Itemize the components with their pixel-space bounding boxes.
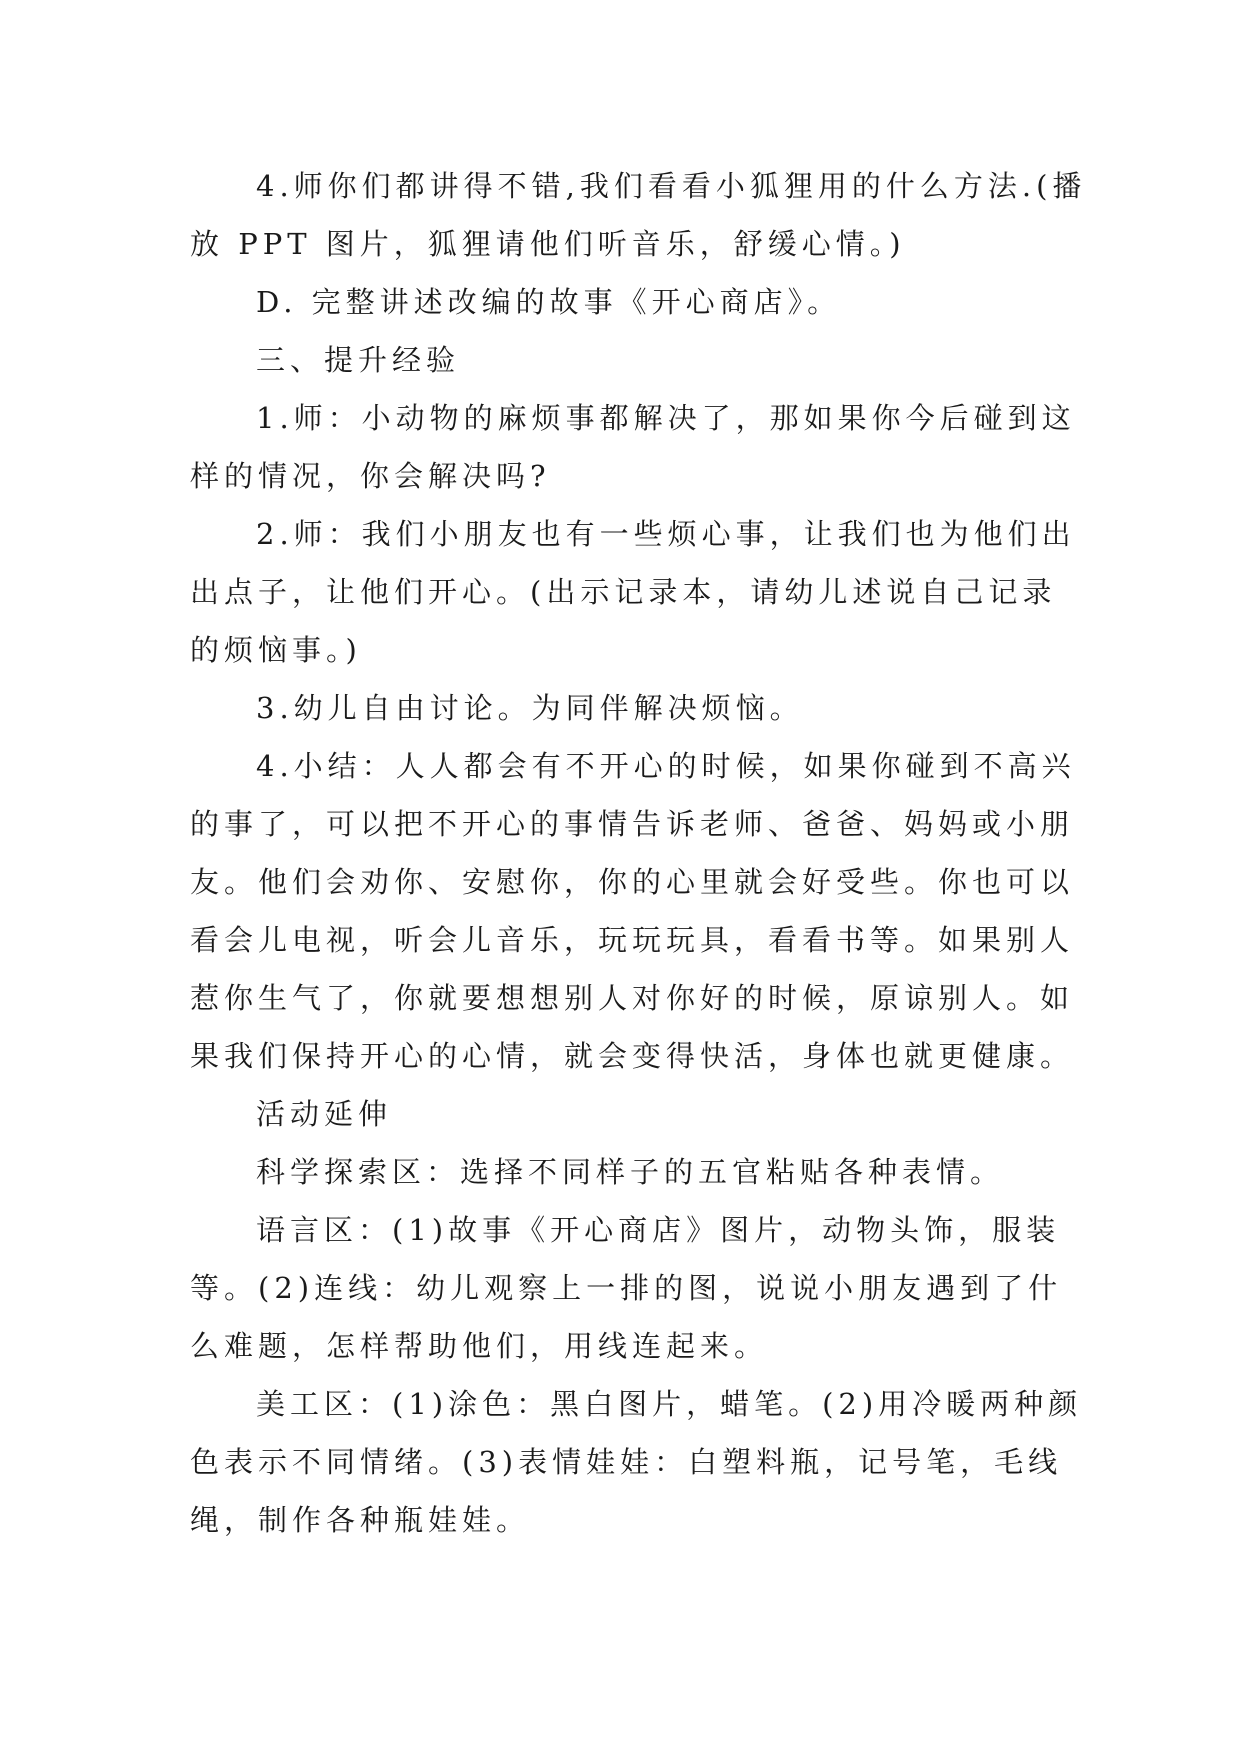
text-line: 4.师你们都讲得不错,我们看看小狐狸用的什么方法.(播: [256, 169, 1087, 203]
text-line: 绳，制作各种瓶娃娃。: [190, 1503, 531, 1537]
text-line: 3.幼儿自由讨论。为同伴解决烦恼。: [256, 691, 804, 725]
document-body: [190, 157, 1087, 1549]
text-line: 色表示不同情绪。(3)表情娃娃：白塑料瓶，记号笔，毛线: [190, 1445, 1063, 1479]
text-line: 三、提升经验: [256, 343, 461, 377]
text-line: 样的情况，你会解决吗?: [190, 459, 551, 493]
text-line: 1.师：小动物的麻烦事都解决了，那如果你今后碰到这: [256, 401, 1076, 435]
text-line: 的事了，可以把不开心的事情告诉老师、爸爸、妈妈或小朋: [190, 807, 1075, 841]
text-line: 友。他们会劝你、安慰你，你的心里就会好受些。你也可以: [190, 865, 1075, 899]
text-line: 惹你生气了，你就要想想别人对你好的时候，原谅别人。如: [190, 981, 1075, 1015]
text-line: 看会儿电视，听会儿音乐，玩玩玩具，看看书等。如果别人: [190, 923, 1075, 957]
text-line: 科学探索区：选择不同样子的五官粘贴各种表情。: [256, 1155, 1005, 1189]
text-line: 2.师：我们小朋友也有一些烦心事，让我们也为他们出: [256, 517, 1076, 551]
text-line: 4.小结：人人都会有不开心的时候，如果你碰到不高兴: [256, 749, 1076, 783]
text-line: 么难题，怎样帮助他们，用线连起来。: [190, 1329, 769, 1363]
text-line: D. 完整讲述改编的故事《开心商店》。: [256, 285, 842, 319]
text-line: 语言区：(1)故事《开心商店》图片，动物头饰，服装: [256, 1213, 1061, 1247]
text-line: 放 PPT 图片，狐狸请他们听音乐，舒缓心情。): [190, 227, 906, 261]
text-line: 美工区：(1)涂色：黑白图片，蜡笔。(2)用冷暖两种颜: [256, 1387, 1083, 1421]
text-line: 等。(2)连线：幼儿观察上一排的图，说说小朋友遇到了什: [190, 1271, 1063, 1305]
text-line: 的烦恼事。): [190, 633, 362, 667]
text-line: 果我们保持开心的心情，就会变得快活，身体也就更健康。: [190, 1039, 1075, 1073]
text-line: 出点子，让他们开心。(出示记录本，请幼儿述说自己记录: [190, 575, 1057, 609]
text-line: 活动延伸: [256, 1097, 393, 1131]
